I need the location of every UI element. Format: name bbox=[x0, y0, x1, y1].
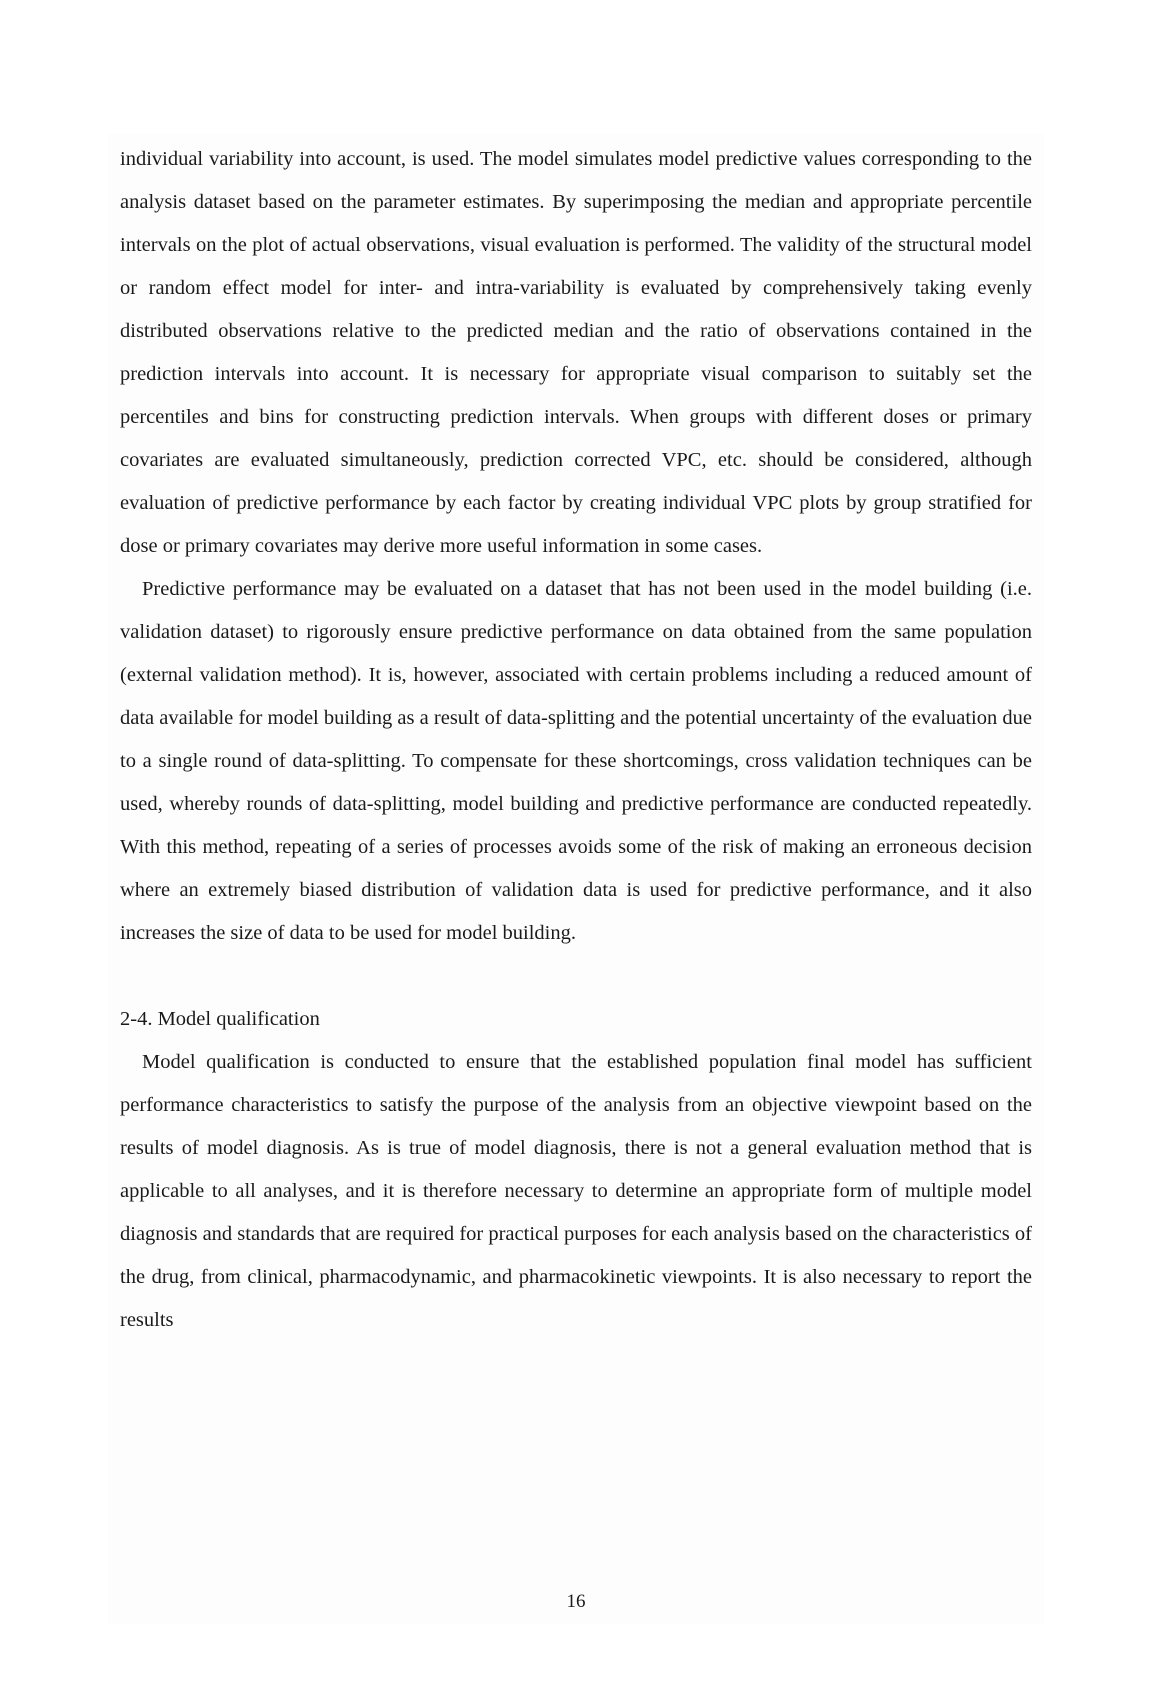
paragraph-model-qualification: Model qualification is conducted to ensure that the established population final model has sufficient performance characteristics to satisfy the purpose of the analysis from an objective viewpoint based on the results of model diagnosis. As is true of model diagnosis, there is not a general evaluation method that is applicable to all analyses, and it is therefore necessary to determine an appropriate form of multiple model diagnosis and standards that are required for practical purposes for each analysis based on the characteristics of the drug, from clinical, pharmacodynamic, and pharmacokinetic viewpoints. It is also necessary to report the results bbox=[120, 1051, 1032, 1331]
page-number: 16 bbox=[566, 1591, 586, 1612]
page-body bbox=[120, 138, 1032, 1342]
document-page bbox=[108, 134, 1044, 1624]
paragraph-external-validation: Predictive performance may be evaluated on a dataset that has not been used in the model building (i.e. validation dataset) to rigorously ensure predictive performance on data obtained from the same population (external validation method). It is, however, associated with certain problems including a reduced amount of data available for model building as a result of data-splitting and the potential uncertainty of the evaluation due to a single round of data-splitting. To compensate for these shortcomings, cross validation techniques can be used, whereby rounds of data-splitting, model building and predictive performance are conducted repeatedly. With this method, repeating of a series of processes avoids some of the risk of making an erroneous decision where an extremely biased distribution of validation data is used for predictive performance, and it also increases the size of data to be used for model building. bbox=[120, 578, 1032, 944]
paragraph-vpc-evaluation: individual variability into account, is used. The model simulates model predictive values corresponding to the analysis dataset based on the parameter estimates. By superimposing the median and appropriate percentile intervals on the plot of actual observations, visual evaluation is performed. The validity of the structural model or random effect model for inter- and intra-variability is evaluated by comprehensively taking evenly distributed observations relative to the predicted median and the ratio of observations contained in the prediction intervals into account. It is necessary for appropriate visual comparison to suitably set the percentiles and bins for constructing prediction intervals. When groups with different doses or primary covariates are evaluated simultaneously, prediction corrected VPC, etc. should be considered, although evaluation of predictive performance by each factor by creating individual VPC plots by group stratified for dose or primary covariates may derive more useful information in some cases. bbox=[120, 148, 1032, 557]
section-heading-model-qualification: 2-4. Model qualification bbox=[120, 1008, 320, 1030]
